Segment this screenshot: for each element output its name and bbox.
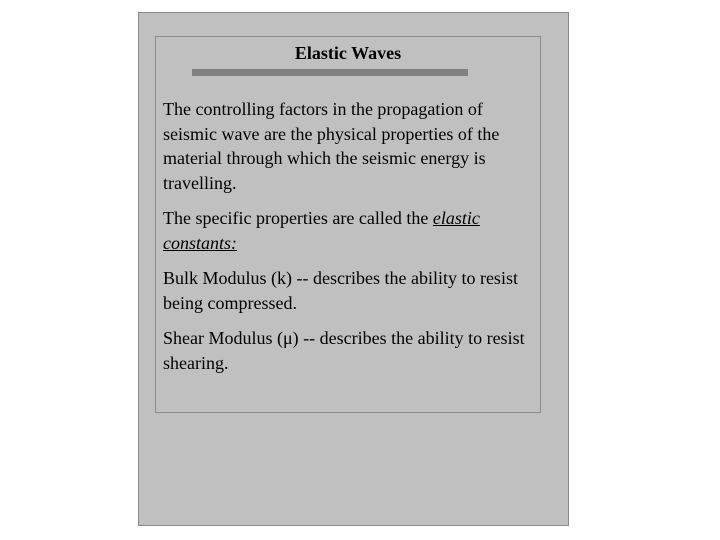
title-underline-bar [192, 69, 468, 76]
shear-modulus-paragraph: Shear Modulus (μ) -- describes the ability to resist shearing. [163, 328, 525, 373]
elastic-constants-text: The specific properties are called the [163, 208, 433, 228]
elastic-constants-term: elastic constants: [163, 208, 480, 253]
elastic-constants-paragraph [163, 206, 539, 255]
intro-paragraph: The controlling factors in the propagation of seismic wave are the physical properties of the material through which the seismic energy is travelling. [163, 99, 500, 193]
bulk-modulus-paragraph: Bulk Modulus (k) -- describes the ability to resist being compressed. [163, 268, 518, 313]
slide-title: Elastic Waves [294, 43, 402, 63]
